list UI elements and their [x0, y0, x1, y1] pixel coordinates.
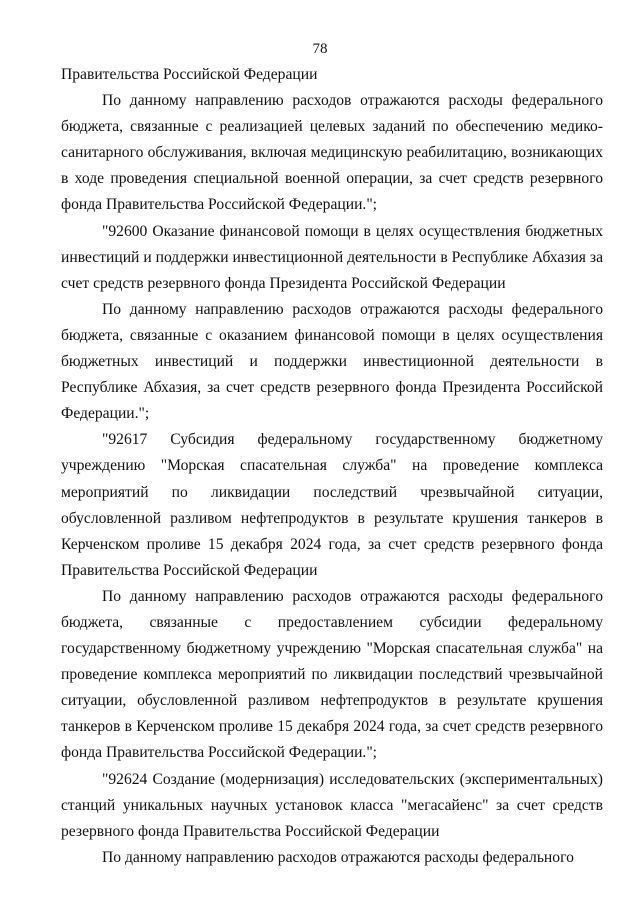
paragraph-continuation: Правительства Российской Федерации	[61, 66, 318, 83]
paragraph-code-92624: "92624 Создание (модернизация) исследовательских (экспериментальных) станций уникальных научных установок класса "мегасайенс" за счет средств резервного фонда Правительства Российской Федерации	[61, 770, 603, 840]
page-number: 78	[312, 41, 328, 57]
paragraph-code-92617: "92617 Субсидия федеральному государственному бюджетному учреждению "Морская спасательная служба" на проведение комплекса мероприятий по ликвидации последствий чрезвычайной ситуации, обусловленной разливом нефтепродуктов в результате крушения танкеров в Керченском проливе 15 декабря 2024 года, за счет средств резервного фонда Правительства Российской Федерации	[61, 431, 603, 579]
paragraph-description-92600: По данному направлению расходов отражаются расходы федерального бюджета, связанные с оказанием финансовой помощи в целях осуществления бюджетных инвестиций и поддержки инвестиционной деятельности в Республике Абхазия, за счет средств резервного фонда Президента Российской Федерации.";	[61, 300, 603, 423]
paragraph-description-92617: По данному направлению расходов отражаются расходы федерального бюджета, связанные с предоставлением субсидии федеральному государственному бюджетному учреждению "Морская спасательная служба" на проведение комплекса мероприятий по ликвидации последствий чрезвычайной ситуации, обусловленной разливом нефтепродуктов в результате крушения танкеров в Керченском проливе 15 декабря 2024 года, за счет средств резервного фонда Правительства Российской Федерации.";	[61, 587, 603, 762]
paragraph-description-medical: По данному направлению расходов отражаются расходы федерального бюджета, связанные с реализацией целевых заданий по обеспечению медико-санитарного обслуживания, включая медицинскую реабилитацию, возникающих в ходе проведения специальной военной операции, за счет средств резервного фонда Правительства Российской Федерации.";	[61, 92, 603, 214]
paragraph-code-92600: "92600 Оказание финансовой помощи в целях осуществления бюджетных инвестиций и поддержки инвестиционной деятельности в Республике Абхазия за счет средств резервного фонда Президента Российской Федерации	[61, 222, 603, 292]
document-body	[61, 62, 603, 871]
paragraph-description-92624: По данному направлению расходов отражаются расходы федерального	[102, 848, 574, 866]
